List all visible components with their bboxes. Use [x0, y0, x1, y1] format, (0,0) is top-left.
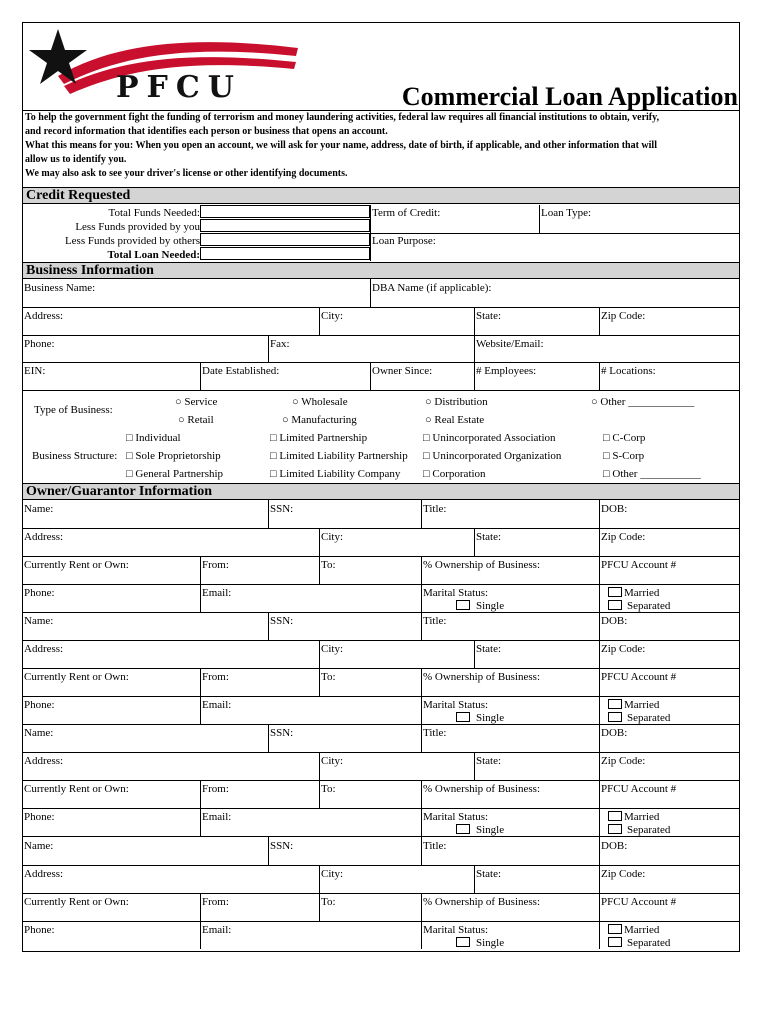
- owner3-to-field[interactable]: To:: [321, 783, 336, 795]
- type-wholesale-option[interactable]: ○ Wholesale: [292, 396, 348, 408]
- owner2-phone-field[interactable]: Phone:: [24, 699, 55, 711]
- owner3-single-label: Single: [476, 824, 505, 836]
- business-city-field[interactable]: City:: [321, 310, 344, 322]
- owner-since-field[interactable]: Owner Since:: [372, 365, 433, 377]
- owner4-email-field[interactable]: Email:: [202, 924, 232, 936]
- owner1-ownership-field[interactable]: % Ownership of Business:: [423, 559, 541, 571]
- less-others-label: Less Funds provided by others: [64, 235, 200, 247]
- type-of-business-label: Type of Business:: [34, 404, 113, 416]
- total-funds-input[interactable]: [200, 205, 370, 218]
- business-website-field[interactable]: Website/Email:: [476, 338, 544, 350]
- owner3-title-field[interactable]: Title:: [423, 727, 447, 739]
- notice-line-2: and record information that identifies each person or business that opens an account.: [25, 126, 388, 137]
- owner2-city-field[interactable]: City:: [321, 643, 344, 655]
- owner1-city-field[interactable]: City:: [321, 531, 344, 543]
- structure-limited-partnership-option[interactable]: □ Limited Partnership: [270, 432, 368, 444]
- brand-name: PFCU: [116, 70, 242, 105]
- business-zip-field[interactable]: Zip Code:: [601, 310, 646, 322]
- owner2-rent-own-field[interactable]: Currently Rent or Own:: [24, 671, 129, 683]
- notice-line-4: allow us to identify you.: [25, 154, 127, 165]
- owner2-to-field[interactable]: To:: [321, 671, 336, 683]
- owner1-name-field[interactable]: Name:: [24, 503, 54, 515]
- business-section-header: [23, 262, 739, 279]
- owner1-account-field[interactable]: PFCU Account #: [601, 559, 677, 571]
- owner3-state-field[interactable]: State:: [476, 755, 502, 767]
- owner1-marital-label: Marital Status:: [423, 587, 489, 599]
- owner3-rent-own-field[interactable]: Currently Rent or Own:: [24, 783, 129, 795]
- notice-line-3: What this means for you: When you open an account, we will ask for your name, address, date of birth, if applicable, and other information that will: [25, 140, 657, 151]
- owner3-account-field[interactable]: PFCU Account #: [601, 783, 677, 795]
- owner2-single-checkbox[interactable]: [456, 712, 470, 722]
- owner3-ssn-field[interactable]: SSN:: [270, 727, 294, 739]
- business-address-field[interactable]: Address:: [24, 310, 64, 322]
- owner4-rent-own-field[interactable]: Currently Rent or Own:: [24, 896, 129, 908]
- owner2-ssn-field[interactable]: SSN:: [270, 615, 294, 627]
- owner4-to-field[interactable]: To:: [321, 896, 336, 908]
- notice-line-5: We may also ask to see your driver's license or other identifying documents.: [25, 168, 348, 179]
- owner2-separated-checkbox[interactable]: [608, 712, 622, 722]
- owner3-separated-label: Separated: [627, 824, 671, 836]
- owner3-address-field[interactable]: Address:: [24, 755, 64, 767]
- type-service-option[interactable]: ○ Service: [175, 396, 218, 408]
- owner1-separated-label: Separated: [627, 600, 671, 612]
- credit-section-header: [23, 187, 739, 204]
- owner1-to-field[interactable]: To:: [321, 559, 336, 571]
- date-established-field[interactable]: Date Established:: [202, 365, 280, 377]
- owner2-ownership-field[interactable]: % Ownership of Business:: [423, 671, 541, 683]
- owner4-phone-field[interactable]: Phone:: [24, 924, 55, 936]
- locations-field[interactable]: # Locations:: [601, 365, 656, 377]
- owner2-zip-field[interactable]: Zip Code:: [601, 643, 646, 655]
- owner4-city-field[interactable]: City:: [321, 868, 344, 880]
- total-loan-input[interactable]: [200, 247, 370, 260]
- business-name-field[interactable]: Business Name:: [24, 282, 96, 294]
- owner4-from-field[interactable]: From:: [202, 896, 229, 908]
- business-structure-label: Business Structure:: [32, 450, 118, 462]
- owner2-single-label: Single: [476, 712, 505, 724]
- owner2-married-checkbox[interactable]: [608, 699, 622, 709]
- owner3-email-field[interactable]: Email:: [202, 811, 232, 823]
- owner2-separated-label: Separated: [627, 712, 671, 724]
- owner1-email-field[interactable]: Email:: [202, 587, 232, 599]
- structure-other-option[interactable]: □ Other ___________: [603, 468, 701, 480]
- type-retail-option[interactable]: ○ Retail: [178, 414, 214, 426]
- owner2-address-field[interactable]: Address:: [24, 643, 64, 655]
- owner4-married-label: Married: [624, 924, 660, 936]
- owner1-zip-field[interactable]: Zip Code:: [601, 531, 646, 543]
- type-real-estate-option[interactable]: ○ Real Estate: [425, 414, 485, 426]
- business-phone-field[interactable]: Phone:: [24, 338, 55, 350]
- business-state-field[interactable]: State:: [476, 310, 502, 322]
- owner3-dob-field[interactable]: DOB:: [601, 727, 628, 739]
- owner4-separated-label: Separated: [627, 937, 671, 949]
- total-funds-label: Total Funds Needed:: [108, 207, 200, 219]
- business-fax-field[interactable]: Fax:: [270, 338, 290, 350]
- owner3-zip-field[interactable]: Zip Code:: [601, 755, 646, 767]
- owner-heading: Owner/Guarantor Information: [26, 484, 213, 499]
- loan-purpose-field[interactable]: Loan Purpose:: [372, 235, 436, 247]
- owner4-single-label: Single: [476, 937, 505, 949]
- owner3-phone-field[interactable]: Phone:: [24, 811, 55, 823]
- type-distribution-option[interactable]: ○ Distribution: [425, 396, 488, 408]
- owner2-dob-field[interactable]: DOB:: [601, 615, 628, 627]
- owner4-separated-checkbox[interactable]: [608, 937, 622, 947]
- owner1-married-label: Married: [624, 587, 660, 599]
- term-of-credit-field[interactable]: Term of Credit:: [372, 207, 441, 219]
- owner2-married-label: Married: [624, 699, 660, 711]
- owner3-marital-label: Marital Status:: [423, 811, 489, 823]
- owner-section-header: [23, 483, 739, 500]
- dba-field[interactable]: DBA Name (if applicable):: [372, 282, 492, 294]
- owner1-dob-field[interactable]: DOB:: [601, 503, 628, 515]
- type-other-option[interactable]: ○ Other ____________: [591, 396, 695, 408]
- owner1-state-field[interactable]: State:: [476, 531, 502, 543]
- less-you-input[interactable]: [200, 219, 370, 232]
- owner3-city-field[interactable]: City:: [321, 755, 344, 767]
- owner3-married-label: Married: [624, 811, 660, 823]
- structure-unincorporated-association-option[interactable]: □ Unincorporated Association: [423, 432, 556, 444]
- structure-individual-option[interactable]: □ Individual: [126, 432, 181, 444]
- owner1-title-field[interactable]: Title:: [423, 503, 447, 515]
- type-manufacturing-option[interactable]: ○ Manufacturing: [282, 414, 357, 426]
- owner3-separated-checkbox[interactable]: [608, 824, 622, 834]
- owner2-account-field[interactable]: PFCU Account #: [601, 671, 677, 683]
- owner3-ownership-field[interactable]: % Ownership of Business:: [423, 783, 541, 795]
- structure-unincorporated-organization-option[interactable]: □ Unincorporated Organization: [423, 450, 562, 462]
- ein-field[interactable]: EIN:: [24, 365, 46, 377]
- business-heading: Business Information: [26, 263, 154, 278]
- owner2-marital-label: Marital Status:: [423, 699, 489, 711]
- less-you-label: Less Funds provided by you: [75, 221, 200, 233]
- structure-s-corp-option[interactable]: □ S-Corp: [603, 450, 645, 462]
- owner4-address-field[interactable]: Address:: [24, 868, 64, 880]
- owner3-single-checkbox[interactable]: [456, 824, 470, 834]
- owner4-married-checkbox[interactable]: [608, 924, 622, 934]
- owner4-single-checkbox[interactable]: [456, 937, 470, 947]
- owner4-account-field[interactable]: PFCU Account #: [601, 896, 677, 908]
- structure-corporation-option[interactable]: □ Corporation: [423, 468, 486, 480]
- owner1-address-field[interactable]: Address:: [24, 531, 64, 543]
- owner1-phone-field[interactable]: Phone:: [24, 587, 55, 599]
- owner1-separated-checkbox[interactable]: [608, 600, 622, 610]
- owner4-name-field[interactable]: Name:: [24, 840, 54, 852]
- owner1-single-label: Single: [476, 600, 505, 612]
- owner1-married-checkbox[interactable]: [608, 587, 622, 597]
- owner3-married-checkbox[interactable]: [608, 811, 622, 821]
- total-loan-label: Total Loan Needed:: [107, 249, 200, 261]
- structure-sole-proprietorship-option[interactable]: □ Sole Proprietorship: [126, 450, 221, 462]
- employees-field[interactable]: # Employees:: [476, 365, 537, 377]
- owner3-from-field[interactable]: From:: [202, 783, 229, 795]
- owner4-marital-label: Marital Status:: [423, 924, 489, 936]
- owner1-rent-own-field[interactable]: Currently Rent or Own:: [24, 559, 129, 571]
- structure-llc-option[interactable]: □ Limited Liability Company: [270, 468, 401, 480]
- owner4-title-field[interactable]: Title:: [423, 840, 447, 852]
- owner4-dob-field[interactable]: DOB:: [601, 840, 628, 852]
- structure-general-partnership-option[interactable]: □ General Partnership: [126, 468, 224, 480]
- owner4-ssn-field[interactable]: SSN:: [270, 840, 294, 852]
- owner4-ownership-field[interactable]: % Ownership of Business:: [423, 896, 541, 908]
- owner2-email-field[interactable]: Email:: [202, 699, 232, 711]
- owner3-name-field[interactable]: Name:: [24, 727, 54, 739]
- owner2-name-field[interactable]: Name:: [24, 615, 54, 627]
- structure-c-corp-option[interactable]: □ C-Corp: [603, 432, 646, 444]
- owner2-from-field[interactable]: From:: [202, 671, 229, 683]
- owner1-single-checkbox[interactable]: [456, 600, 470, 610]
- notice-line-1: To help the government fight the funding of terrorism and money laundering activities, federal law requires all financial institutions to obtain, verify,: [25, 112, 660, 123]
- credit-heading: Credit Requested: [26, 188, 131, 203]
- owner1-from-field[interactable]: From:: [202, 559, 229, 571]
- structure-llp-option[interactable]: □ Limited Liability Partnership: [270, 450, 408, 462]
- owner4-zip-field[interactable]: Zip Code:: [601, 868, 646, 880]
- less-others-input[interactable]: [200, 233, 370, 246]
- owner1-ssn-field[interactable]: SSN:: [270, 503, 294, 515]
- loan-type-field[interactable]: Loan Type:: [541, 207, 592, 219]
- page-title: Commercial Loan Application: [401, 82, 738, 111]
- owner2-title-field[interactable]: Title:: [423, 615, 447, 627]
- owner4-state-field[interactable]: State:: [476, 868, 502, 880]
- owner2-state-field[interactable]: State:: [476, 643, 502, 655]
